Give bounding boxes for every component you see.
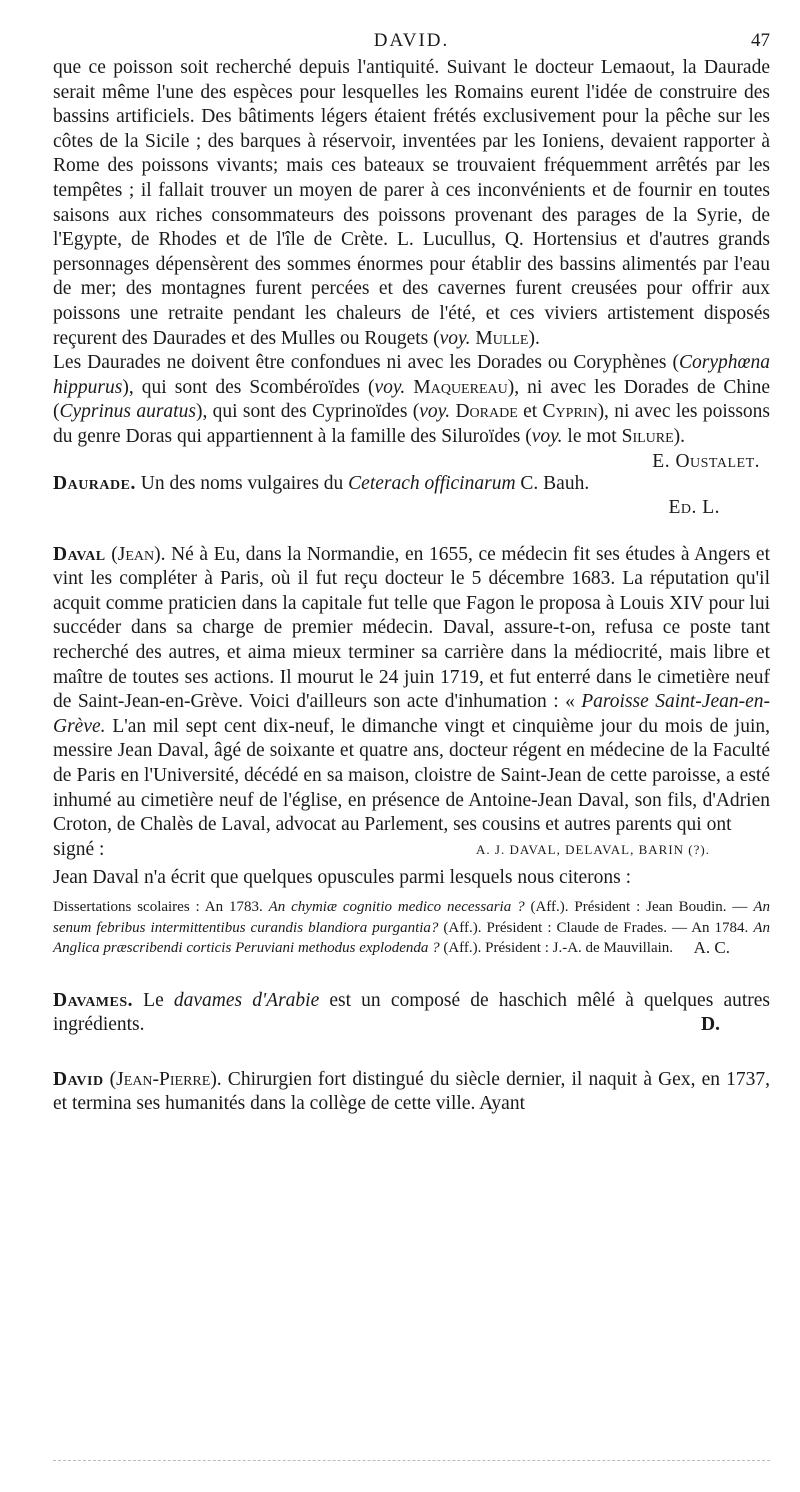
page-number: 47 [751,30,770,51]
entry-daval: Daval (Jean). Né à Eu, dans la Normandie, en 1655, ce médecin fit ses études à Angers et vint les compléter à Paris, où il fut reçu docteur le 5 décembre 1683. La réputation qu'il acquit comme praticien dans la capitale fut telle que Fagon le proposa à Louis XIV pour lui succéder dans sa charge de premier médecin. Daval, assure-t-on, refusa ce poste tant recherché des autres, et aima mieux terminer sa carrière dans la médiocrité, mais libre et maître de toutes ses actions. Il mourut le 24 juin 1719, et fut enterré dans le cimetière neuf de Saint-Jean-en-Grève. Voici d'ailleurs son acte d'inhumation : « Paroisse Saint-Jean-en-Grève. L'an mil sept cent dix-neuf, le dimanche vingt et cinquième jour du mois de juin, messire Jean Daval, âgé de soixante et quatre ans, docteur régent en médecine de la Faculté de Paris en l'Université, décédé en sa maison, cloistre de Saint-Jean de cette paroisse, a esté inhumé au cimetière neuf de l'église, en présence de Antoine-Jean Daval, son fils, d'Adrien Croton, de Chalès de Laval, advocat au Parlement, ses cousins et autres parents qui ont [53,543,770,836]
headword: Daval [53,543,106,565]
entry-davames: Davames. Le davames d'Arabie est un composé de haschich mêlé à quelques autres ingrédients. D. [53,989,770,1038]
author-signature: D. [701,1014,720,1036]
author-signature: E. Oustalet. [652,450,760,472]
headword: Davames. [53,989,134,1011]
author-signature: Ed. L. [668,497,720,519]
running-header [53,30,770,56]
paragraph-daval-works: Jean Daval n'a écrit que quelques opuscules parmi lesquels nous citerons : [53,867,632,889]
bottom-rule [53,1460,770,1461]
burial-signatures: A. J. DAVAL, DELAVAL, BARIN (?). [476,841,710,857]
headword: David [53,1068,104,1090]
author-signature-row [53,496,770,521]
headword: Daurade. [53,472,136,494]
paragraph-daurade-continued: que ce poisson soit recherché depuis l'antiquité. Suivant le docteur Lemaout, la Daurade serait même l'une des espèces pour lesquelles les Romains eurent l'idée de construire des bassins artificiels. Des bâtiments légers étaient frétés exclusivement pour la pêche sur les côtes de la Sicile ; des barques à réservoir, inventées par les Ioniens, devaient rapporter à Rome des poissons vivants; mais ces bateaux se trouvaient fréquemment arrêtés par les tempêtes ; il fallait trouver un moyen de parer à ces inconvénients et de fournir en toutes saisons aux riches consommateurs des poissons provenant des parages de la Syrie, de l'Egypte, de Rhodes et de l'île de Crète. L. Lucullus, Q. Hortensius et d'autres grands personnages dépensèrent des sommes énormes pour établir des bassins alimentés par l'eau de mer; des montagnes furent percées et des cavernes furent creusées pour offrir aux poissons une retraite pendant les chaleurs de l'été, et ces viviers artistement disposés reçurent des Daurades et des Mulles ou Rougets (voy. Mulle). [53,57,770,349]
page [53,30,770,1117]
entry-david: David (Jean-Pierre). Chirurgien fort distingué du siècle dernier, il naquit à Gex, en 1737, et termina ses humanités dans la collège de cette ville. Ayant [53,1068,770,1115]
entry-daurade-plante: Daurade. Un des noms vulgaires du Ceterach officinarum C. Bauh. [53,472,590,494]
header-title: DAVID. [373,30,450,51]
burial-signature-row [53,838,770,863]
signe-label: signé : [53,838,105,860]
paragraph-daurade-distinctions: Les Daurades ne doivent être confondues ni avec les Dorades ou Coryphènes (Coryphœna hippurus), qui sont des Scombéroïdes (voy. Maquereau), ni avec les Dorades de Chine (Cyprinus auratus), qui sont des Cyprinoïdes (voy. Dorade et Cyprin), ni avec les poissons du genre Doras qui appartiennent à la famille des Siluroïdes (voy. le mot Silure). E. Oustalet. [53,351,770,449]
dissertations-list: Dissertations scolaires : An 1783. An chymiæ cognitio medico necessaria ? (Aff.). Président : Jean Boudin. — An senum febribus intermittentibus curandis blandiora purgantia? (Aff.). Président : Claude de Frades. — An 1784. An Anglica præscribendi corticis Peruviani methodus explodenda ? (Aff.). Président : J.-A. de Mauvillain. A. C. [53,899,770,957]
author-signature: A. C. [693,938,730,957]
